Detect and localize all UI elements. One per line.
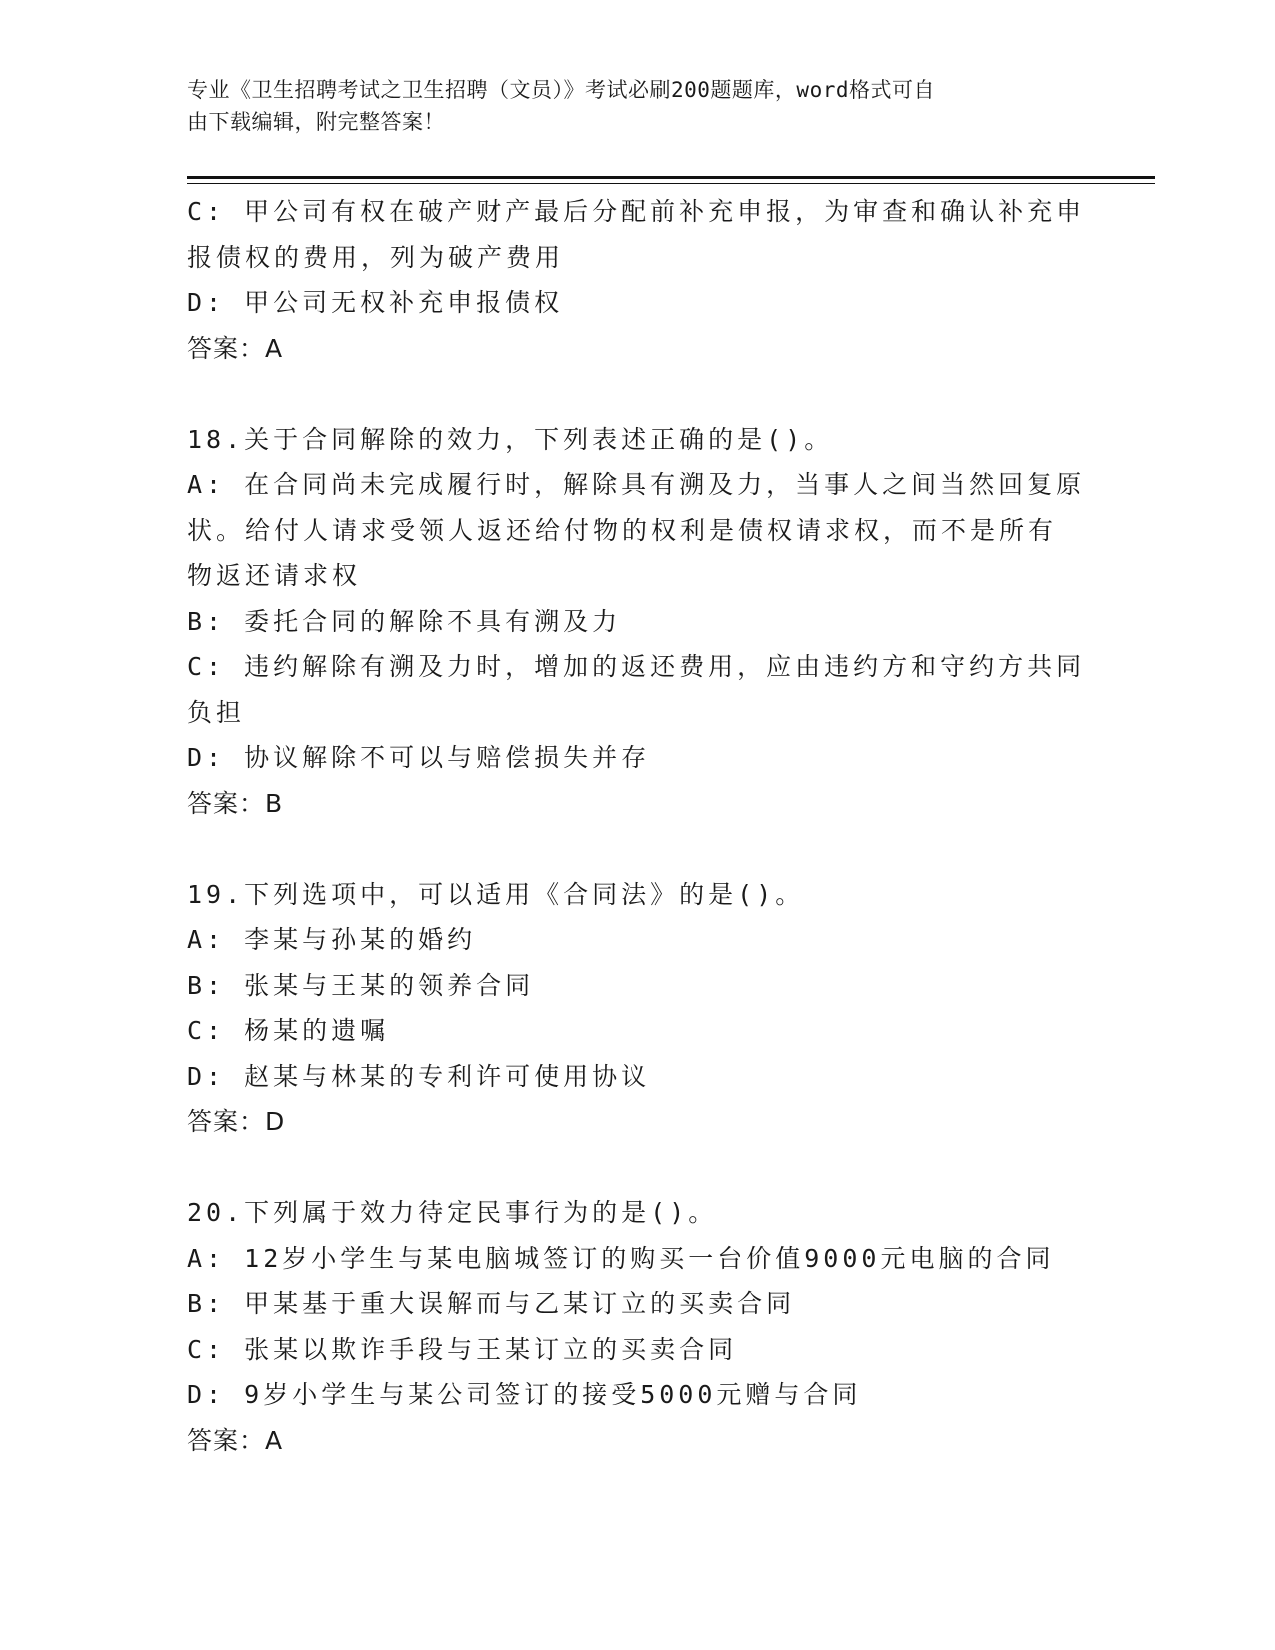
option-b: B: 委托合同的解除不具有溯及力 [187,606,622,636]
option-b: B: 张某与王某的领养合同 [187,970,535,1000]
question-17-tail [187,189,1087,371]
header-line-1: 专业《卫生招聘考试之卫生招聘（文员）》考试必刷200题题库，word格式可自 [187,78,935,102]
question-19 [187,872,1087,1145]
option-c-line-2: 报债权的费用，列为破产费用 [187,242,565,272]
header-line-2: 由下载编辑，附完整答案！ [187,110,445,134]
option-c: C: 张某以欺诈手段与王某订立的买卖合同 [187,1334,738,1364]
option-d: D: 赵某与林某的专利许可使用协议 [187,1061,651,1091]
answer: 答案：A [187,333,284,363]
spacer [187,371,1087,417]
document-header [187,74,1067,138]
option-a: A: 12岁小学生与某电脑城签订的购买一台价值9000元电脑的合同 [187,1243,1055,1273]
spacer [187,1145,1087,1191]
option-c-line-2: 负担 [187,697,246,727]
option-b: B: 甲某基于重大误解而与乙某订立的买卖合同 [187,1289,796,1318]
header-rule-thin [187,183,1155,184]
document-body [187,189,1087,1463]
option-a-line-3: 物返还请求权 [187,561,362,590]
option-c: C: 杨某的遗嘱 [187,1016,390,1045]
option-c-line-1: C: 甲公司有权在破产财产最后分配前补充申报，为审查和确认补充申 [187,197,1086,226]
option-d: D: 协议解除不可以与赔偿损失并存 [187,743,651,772]
option-d: D: 9岁小学生与某公司签订的接受5000元赠与合同 [187,1380,862,1409]
option-d: D: 甲公司无权补充申报债权 [187,288,564,317]
question-stem: 20.下列属于效力待定民事行为的是()。 [187,1198,718,1227]
header-rule-thick [187,176,1155,179]
option-c-line-1: C: 违约解除有溯及力时，增加的返还费用，应由违约方和守约方共同 [187,652,1086,681]
question-18 [187,417,1087,827]
option-a-line-2: 状。给付人请求受领人返还给付物的权利是债权请求权，而不是所有 [187,515,1058,545]
option-a-line-1: A: 在合同尚未完成履行时，解除具有溯及力，当事人之间当然回复原 [187,470,1086,499]
question-stem: 19.下列选项中，可以适用《合同法》的是()。 [187,879,805,909]
question-stem: 18.关于合同解除的效力，下列表述正确的是()。 [187,424,834,454]
spacer [187,826,1087,872]
answer: 答案：A [187,1425,284,1455]
question-20 [187,1190,1087,1463]
answer: 答案：D [187,1107,286,1136]
option-a: A: 李某与孙某的婚约 [187,925,477,954]
answer: 答案：B [187,788,284,818]
